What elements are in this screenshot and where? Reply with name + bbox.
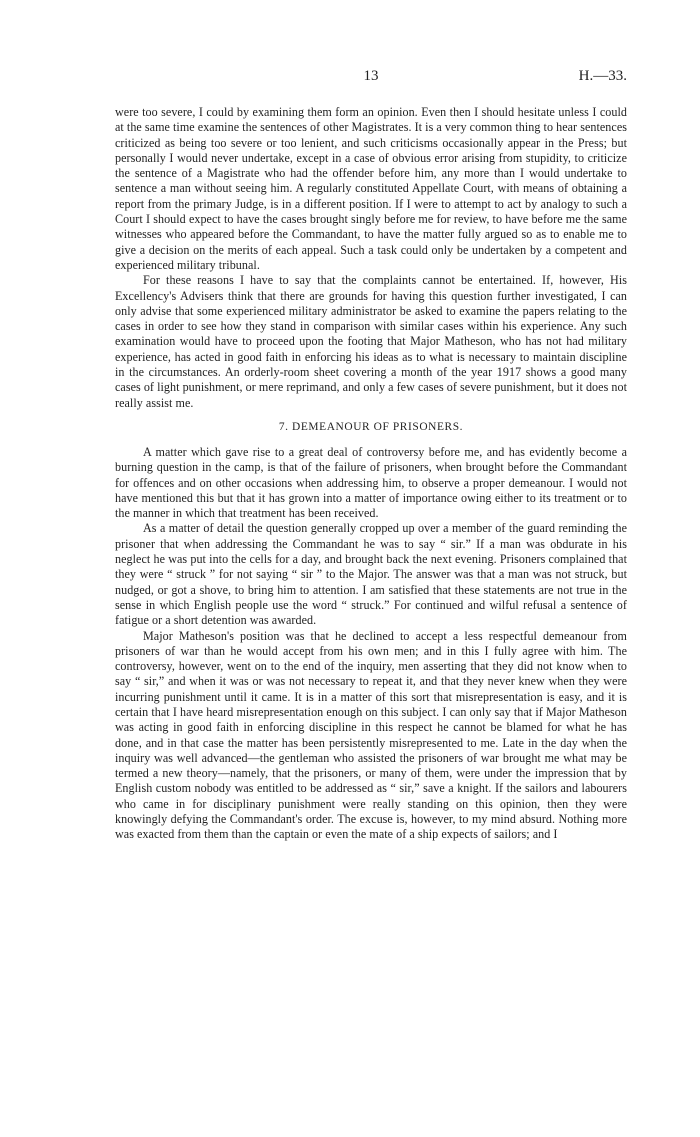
body-text	[115, 105, 627, 843]
section-heading: 7. DEMEANOUR OF PRISONERS.	[278, 420, 464, 433]
paragraph: As a matter of detail the question generally cropped up over a member of the guard reminding the prisoner that when addressing the Commandant he was to say “ sir.” If a man was obdurate in his neglect he was put into the cells for a day, and brought back the next evening. Prisoners complained that they were “ struck ” for not saying “ sir ” to the Major. The answer was that a man was not struck, but nudged, or got a shove, to bring him to attention. I am satisfied that these statements are not true in the sense in which English people use the word “ struck.” For continued and wilful refusal a sentence of fatigue or a short detention was awarded.	[115, 521, 627, 628]
document-reference: H.—33.	[578, 68, 627, 84]
paragraph-continued: were too severe, I could by examining them form an opinion. Even then I should hesitate unless I could at the same time examine the sentences of other Magistrates. It is a very common thing to hear sentences criticized as being too severe or too lenient, and such criticisms occasionally appear in the Press; but personally I would never undertake, except in a case of obvious error arising from stupidity, to criticize the sentence of a Magistrate who had the offender before him, any more than I would undertake to sentence a man without seeing him. A regularly constituted Appellate Court, with means of obtaining a report from the primary Judge, is in a different position. If I were to attempt to act by analogy to such a Court I should expect to have the cases brought singly before me for review, to have before me the same witnesses who appeared before the Commandant, to have the matter fully argued so as to enable me to give a decision on the merits of each appeal. Such a task could only be undertaken by a competent and experienced military tribunal.	[115, 105, 627, 272]
paragraph: For these reasons I have to say that the complaints cannot be entertained. If, however, His Excellency's Advisers think that there are grounds for having this question further investigated, I can only advise that some experienced military administrator be asked to examine the papers relating to the cases in order to see how they stand in comparison with similar cases within his experience. Any such examination would have to proceed upon the footing that Major Matheson, who has not had military experience, has acted in good faith in enforcing his ideas as to what is necessary to maintain discipline in the circumstances. An orderly-room sheet covering a month of the year 1917 shows a good many cases of light punishment, or mere reprimand, and only a few cases of severe punishment, but it does not really assist me.	[115, 273, 627, 410]
document-page	[115, 68, 627, 843]
paragraph: Major Matheson's position was that he declined to accept a less respectful demeanour from prisoners of war than he would accept from his own men; and in this I fully agree with him. The controversy, however, went on to the end of the inquiry, men asserting that they did not know when to say “ sir,” and when it was or was not necessary to repeat it, and that they never knew when they were incurring punishment until it came. It is in a matter of this sort that misrepresentation is easy, and it is certain that I have heard misrepresentation enough on this subject. I can only say that if Major Matheson was acting in good faith in enforcing discipline in this respect he cannot be blamed for what he has done, and in that case the matter has been persistently misrepresented to me. Late in the day when the inquiry was well advanced—the gentleman who assisted the prisoners of war brought me what may be termed a new theory—namely, that the prisoners, or many of them, were under the impression that by English custom nobody was entitled to be addressed as “ sir,” save a knight. If the sailors and labourers who came in for disciplinary punishment were really standing on this opinion, then they were knowingly defying the Commandant's order. The excuse is, however, to my mind absurd. Nothing more was exacted from them than the captain or even the mate of a ship expects of sailors; and I	[115, 628, 627, 842]
paragraph: A matter which gave rise to a great deal of controversy before me, and has evidently become a burning question in the camp, is that of the failure of prisoners, when brought before the Commandant for offences and on other occasions when addressing him, to observe a proper demeanour. I would not have mentioned this but that it has grown into a matter of importance owing either to its treatment or to the manner in which that treatment has been received.	[115, 444, 627, 521]
page-header	[115, 68, 627, 92]
page-number: 13	[363, 68, 379, 84]
